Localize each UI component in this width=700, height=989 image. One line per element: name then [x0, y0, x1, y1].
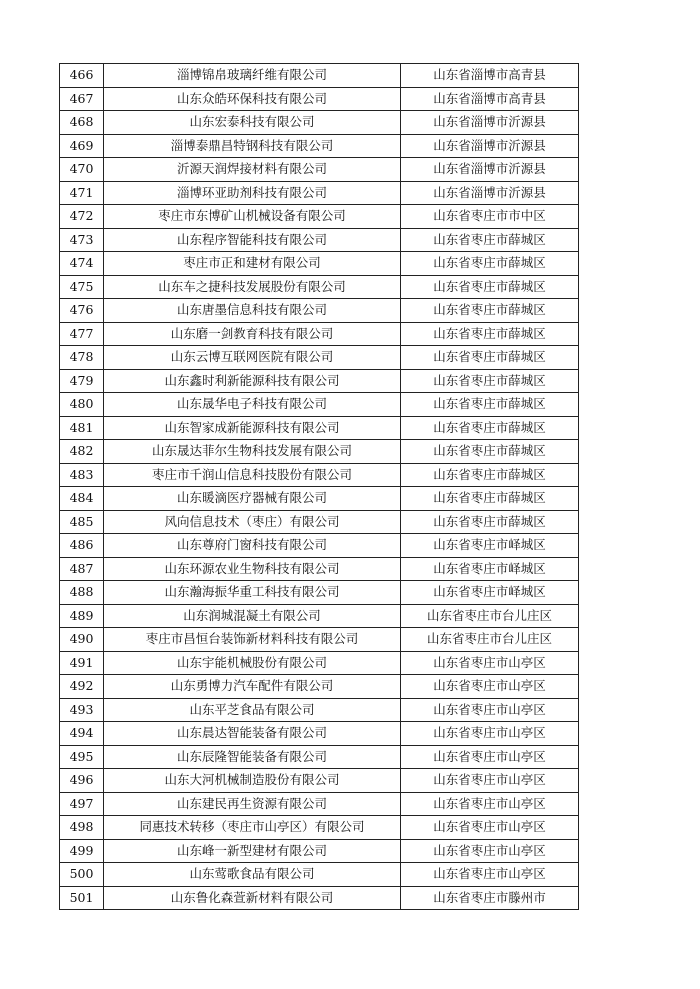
row-number-cell: 484: [60, 487, 104, 511]
location-cell: 山东省枣庄市峄城区: [401, 581, 579, 605]
row-number-cell: 488: [60, 581, 104, 605]
table-row: [60, 158, 579, 182]
table-row: [60, 134, 579, 158]
row-number-cell: 500: [60, 863, 104, 887]
location-cell: 山东省淄博市沂源县: [401, 134, 579, 158]
company-name-cell: 山东唐墨信息科技有限公司: [104, 299, 401, 323]
location-cell: 山东省枣庄市峄城区: [401, 534, 579, 558]
company-name-cell: 枣庄市正和建材有限公司: [104, 252, 401, 276]
company-name-cell: 同惠技术转移（枣庄市山亭区）有限公司: [104, 816, 401, 840]
row-number-cell: 491: [60, 651, 104, 675]
company-name-cell: 山东辰隆智能装备有限公司: [104, 745, 401, 769]
company-name-cell: 淄博泰鼎昌特钢科技有限公司: [104, 134, 401, 158]
row-number-cell: 496: [60, 769, 104, 793]
row-number-cell: 486: [60, 534, 104, 558]
company-name-cell: 山东尊府门窗科技有限公司: [104, 534, 401, 558]
table-row: [60, 839, 579, 863]
table-row: [60, 722, 579, 746]
location-cell: 山东省枣庄市薛城区: [401, 369, 579, 393]
row-number-cell: 477: [60, 322, 104, 346]
company-name-cell: 山东建民再生资源有限公司: [104, 792, 401, 816]
table-row: [60, 181, 579, 205]
location-cell: 山东省枣庄市薛城区: [401, 228, 579, 252]
location-cell: 山东省淄博市沂源县: [401, 111, 579, 135]
company-list-table: [59, 63, 579, 910]
company-name-cell: 山东大河机械制造股份有限公司: [104, 769, 401, 793]
row-number-cell: 480: [60, 393, 104, 417]
location-cell: 山东省淄博市高青县: [401, 87, 579, 111]
location-cell: 山东省枣庄市山亭区: [401, 792, 579, 816]
row-number-cell: 472: [60, 205, 104, 229]
row-number-cell: 473: [60, 228, 104, 252]
company-name-cell: 山东瀚海振华重工科技有限公司: [104, 581, 401, 605]
location-cell: 山东省枣庄市薛城区: [401, 252, 579, 276]
table-row: [60, 299, 579, 323]
location-cell: 山东省枣庄市薛城区: [401, 275, 579, 299]
table-row: [60, 816, 579, 840]
table-row: [60, 252, 579, 276]
company-name-cell: 山东智家成新能源科技有限公司: [104, 416, 401, 440]
row-number-cell: 474: [60, 252, 104, 276]
table-row: [60, 463, 579, 487]
location-cell: 山东省淄博市高青县: [401, 64, 579, 88]
company-name-cell: 山东晨达智能装备有限公司: [104, 722, 401, 746]
company-name-cell: 山东勇博力汽车配件有限公司: [104, 675, 401, 699]
row-number-cell: 478: [60, 346, 104, 370]
company-name-cell: 枣庄市千润山信息科技股份有限公司: [104, 463, 401, 487]
company-name-cell: 山东宏泰科技有限公司: [104, 111, 401, 135]
table-row: [60, 510, 579, 534]
table-row: [60, 628, 579, 652]
row-number-cell: 490: [60, 628, 104, 652]
company-name-cell: 淄博环亚助剂科技有限公司: [104, 181, 401, 205]
location-cell: 山东省枣庄市滕州市: [401, 886, 579, 910]
company-name-cell: 山东环源农业生物科技有限公司: [104, 557, 401, 581]
row-number-cell: 470: [60, 158, 104, 182]
company-name-cell: 山东宇能机械股份有限公司: [104, 651, 401, 675]
row-number-cell: 481: [60, 416, 104, 440]
table-row: [60, 604, 579, 628]
location-cell: 山东省枣庄市山亭区: [401, 675, 579, 699]
table-row: [60, 792, 579, 816]
row-number-cell: 467: [60, 87, 104, 111]
table-row: [60, 651, 579, 675]
row-number-cell: 479: [60, 369, 104, 393]
location-cell: 山东省枣庄市山亭区: [401, 698, 579, 722]
location-cell: 山东省枣庄市台儿庄区: [401, 604, 579, 628]
table-row: [60, 769, 579, 793]
location-cell: 山东省淄博市沂源县: [401, 181, 579, 205]
location-cell: 山东省枣庄市薛城区: [401, 440, 579, 464]
row-number-cell: 498: [60, 816, 104, 840]
table-row: [60, 745, 579, 769]
row-number-cell: 483: [60, 463, 104, 487]
company-name-cell: 山东鑫时利新能源科技有限公司: [104, 369, 401, 393]
company-name-cell: 山东莺歌食品有限公司: [104, 863, 401, 887]
table-row: [60, 886, 579, 910]
location-cell: 山东省枣庄市山亭区: [401, 863, 579, 887]
row-number-cell: 475: [60, 275, 104, 299]
table-row: [60, 393, 579, 417]
company-name-cell: 山东众皓环保科技有限公司: [104, 87, 401, 111]
row-number-cell: 469: [60, 134, 104, 158]
location-cell: 山东省枣庄市山亭区: [401, 651, 579, 675]
company-name-cell: 山东云博互联网医院有限公司: [104, 346, 401, 370]
table-row: [60, 581, 579, 605]
location-cell: 山东省枣庄市市中区: [401, 205, 579, 229]
table-row: [60, 698, 579, 722]
row-number-cell: 466: [60, 64, 104, 88]
company-name-cell: 山东程序智能科技有限公司: [104, 228, 401, 252]
table-row: [60, 487, 579, 511]
row-number-cell: 487: [60, 557, 104, 581]
table-row: [60, 322, 579, 346]
company-name-cell: 枣庄市昌恒台装饰新材料科技有限公司: [104, 628, 401, 652]
row-number-cell: 501: [60, 886, 104, 910]
table-row: [60, 64, 579, 88]
company-name-cell: 山东峰一新型建材有限公司: [104, 839, 401, 863]
table-body: [60, 64, 579, 910]
table-row: [60, 87, 579, 111]
location-cell: 山东省枣庄市山亭区: [401, 839, 579, 863]
row-number-cell: 492: [60, 675, 104, 699]
company-name-cell: 枣庄市东博矿山机械设备有限公司: [104, 205, 401, 229]
table-row: [60, 416, 579, 440]
company-name-cell: 山东平芝食品有限公司: [104, 698, 401, 722]
table-row: [60, 111, 579, 135]
company-name-cell: 山东磨一剑教育科技有限公司: [104, 322, 401, 346]
table-row: [60, 275, 579, 299]
location-cell: 山东省枣庄市薛城区: [401, 346, 579, 370]
row-number-cell: 489: [60, 604, 104, 628]
company-name-cell: 山东车之捷科技发展股份有限公司: [104, 275, 401, 299]
location-cell: 山东省枣庄市薛城区: [401, 510, 579, 534]
location-cell: 山东省枣庄市山亭区: [401, 769, 579, 793]
location-cell: 山东省枣庄市薛城区: [401, 299, 579, 323]
row-number-cell: 499: [60, 839, 104, 863]
company-name-cell: 淄博锦帛玻璃纤维有限公司: [104, 64, 401, 88]
location-cell: 山东省枣庄市薛城区: [401, 416, 579, 440]
table-row: [60, 675, 579, 699]
location-cell: 山东省枣庄市山亭区: [401, 722, 579, 746]
table-row: [60, 557, 579, 581]
table-row: [60, 440, 579, 464]
company-name-cell: 风向信息技术（枣庄）有限公司: [104, 510, 401, 534]
location-cell: 山东省枣庄市山亭区: [401, 745, 579, 769]
location-cell: 山东省枣庄市山亭区: [401, 816, 579, 840]
row-number-cell: 494: [60, 722, 104, 746]
table-row: [60, 205, 579, 229]
row-number-cell: 497: [60, 792, 104, 816]
row-number-cell: 471: [60, 181, 104, 205]
company-name-cell: 山东鲁化森萱新材料有限公司: [104, 886, 401, 910]
table-row: [60, 228, 579, 252]
row-number-cell: 476: [60, 299, 104, 323]
company-name-cell: 沂源天润焊接材料有限公司: [104, 158, 401, 182]
company-name-cell: 山东晟华电子科技有限公司: [104, 393, 401, 417]
location-cell: 山东省枣庄市薛城区: [401, 393, 579, 417]
table-row: [60, 534, 579, 558]
company-name-cell: 山东晟达菲尔生物科技发展有限公司: [104, 440, 401, 464]
row-number-cell: 493: [60, 698, 104, 722]
location-cell: 山东省枣庄市峄城区: [401, 557, 579, 581]
company-name-cell: 山东暖滴医疗器械有限公司: [104, 487, 401, 511]
location-cell: 山东省枣庄市薛城区: [401, 463, 579, 487]
row-number-cell: 468: [60, 111, 104, 135]
table-row: [60, 346, 579, 370]
table-row: [60, 863, 579, 887]
row-number-cell: 495: [60, 745, 104, 769]
location-cell: 山东省淄博市沂源县: [401, 158, 579, 182]
location-cell: 山东省枣庄市薛城区: [401, 322, 579, 346]
company-name-cell: 山东润城混凝土有限公司: [104, 604, 401, 628]
location-cell: 山东省枣庄市薛城区: [401, 487, 579, 511]
row-number-cell: 485: [60, 510, 104, 534]
row-number-cell: 482: [60, 440, 104, 464]
location-cell: 山东省枣庄市台儿庄区: [401, 628, 579, 652]
table-row: [60, 369, 579, 393]
